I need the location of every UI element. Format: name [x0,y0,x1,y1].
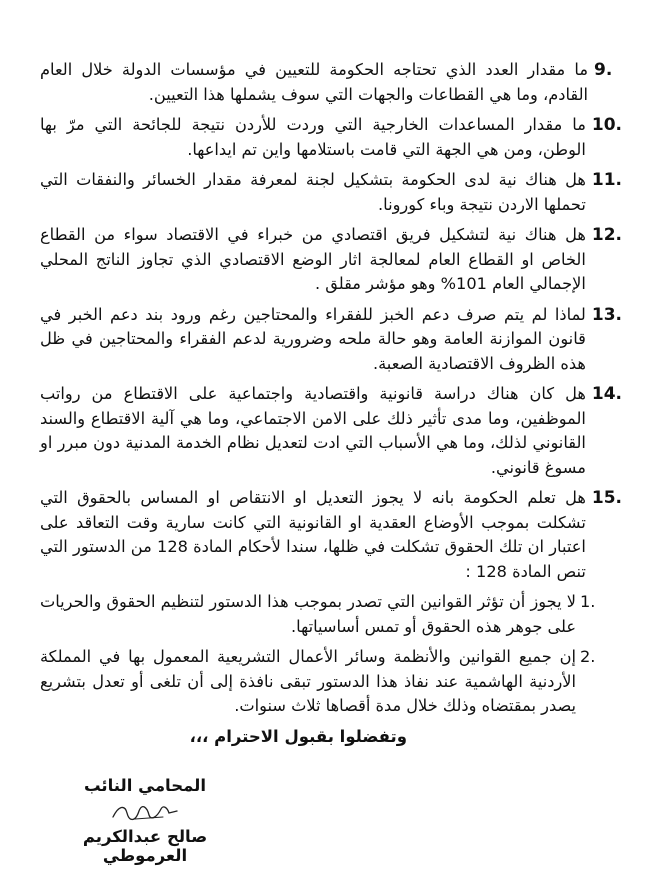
article-item-text: لا يجوز أن تؤثر القوانين التي تصدر بموجب هذا الدستور لتنظيم الحقوق والحريات على جوهر هذه الحقوق أو تمس أساسياتها. [40,592,576,636]
question-number: 10. [591,115,622,135]
article-item-text: إن جميع القوانين والأنظمة وسائر الأعمال التشريعية المعمول بها في المملكة الأردنية الهاشمية عند نفاذ هذا الدستور تبقى نافذة إلى أن تلغى أو تعدل بتشريع يصدر بمقتضاه وذلك خلال مدة أقصاها ثلاث سنوات. [40,647,576,715]
question-10 [40,113,622,162]
signature-name: صالح عبدالكريم العرموطي [82,827,208,865]
question-number: 15. [591,488,622,508]
question-text: ما مقدار العدد الذي تحتاجه الحكومة للتعيين في مؤسسات الدولة خلال العام القادم، وما هي القطاعات والجهات التي سوف يشملها هذا التعيين. [40,60,588,104]
handwritten-signature-icon [105,797,185,827]
question-11 [40,168,622,217]
question-14 [40,382,622,480]
question-text: هل تعلم الحكومة بانه لا يجوز التعديل او الانتقاص او المساس بالحقوق التي تشكلت بموجب الأوضاع العقدية او القانونية التي كانت سارية وقت التعاقد على اعتبار ان تلك الحقوق تشكلت في ظلها، سندا لأحكام المادة 128 من الدستور التي تنص المادة 128 : [40,488,586,581]
question-text: هل كان هناك دراسة قانونية واقتصادية واجتماعية على الاقتطاع من رواتب الموظفين، وما مدى تأثير ذلك على الامن الاجتماعي، وما هي آلية الاقتطاع والسند القانوني لذلك، وما هي الأسباب التي ادت لتعديل نظام الخدمة المدنية دون مبرر او مسوغ قانوني. [40,384,586,477]
question-text: ما مقدار المساعدات الخارجية التي وردت للأردن نتيجة للجائحة التي مرّ بها الوطن، ومن هي الجهة التي قامت باستلامها واين تم ايداعها. [40,115,586,159]
question-text: هل هناك نية لدى الحكومة بتشكيل لجنة لمعرفة مقدار الخسائر والنفقات التي تحملها الاردن نتيجة وباء كورونا. [40,170,586,214]
question-text: لماذا لم يتم صرف دعم الخبز للفقراء والمحتاجين رغم ورود بند دعم الخبر في قانون الموازنة العامة وهو حالة ملحه وضرورية لدعم الفقراء والمحتاجين في ظل هذه الظروف الاقتصادية الصعبة. [40,304,586,373]
question-number: 12. [591,225,622,245]
closing-line: وتفضلوا بقبول الاحترام ،،، [189,726,407,746]
article-item-2 [40,645,600,719]
question-text: هل هناك نية لتشكيل فريق اقتصادي من خبراء في الاقتصاد سواء من القطاع الخاص او القطاع العام لمعالجة اثار الوضع الاقتصادي الذي تجاوز الناتج المحلي الإجمالي العام 101% وهو مؤشر مقلق . [40,225,586,293]
question-number: 14. [591,384,622,404]
article-item-number: 1. [580,592,596,611]
article-item-number: 2. [580,647,596,666]
question-13 [40,303,622,377]
question-number: 11. [591,170,622,190]
question-number: 13. [591,304,622,325]
question-number: 9. [594,60,613,80]
signature-title: المحامي النائب [83,776,207,795]
signature-block [40,776,250,865]
article-item-1 [40,590,600,639]
question-9 [40,58,622,107]
question-15 [40,486,622,584]
question-12 [40,223,622,297]
